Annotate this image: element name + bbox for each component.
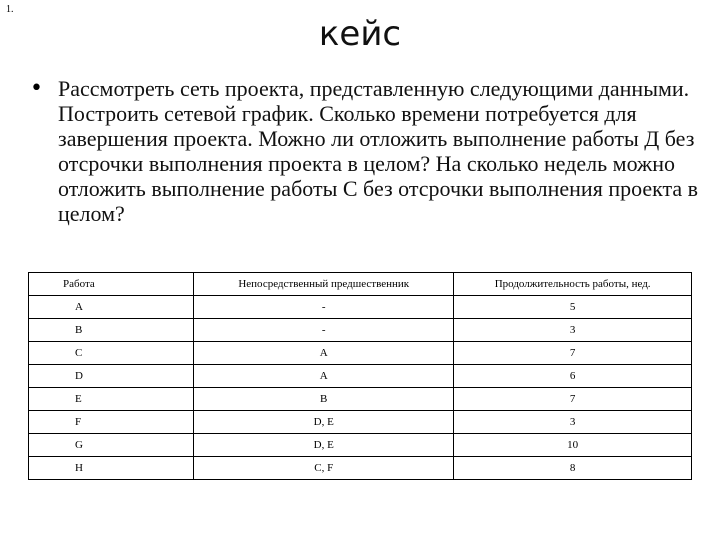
cell-predecessor: A: [194, 342, 454, 365]
bullet-marker: •: [30, 76, 43, 101]
table-row: [29, 319, 692, 342]
cell-duration: 7: [454, 342, 692, 365]
table-row: [29, 411, 692, 434]
cell-work: G: [29, 434, 194, 457]
cell-duration: 3: [454, 411, 692, 434]
cell-duration: 8: [454, 457, 692, 480]
table-row: [29, 365, 692, 388]
cell-predecessor: -: [194, 319, 454, 342]
table-row: [29, 434, 692, 457]
cell-predecessor: A: [194, 365, 454, 388]
header-predecessor: Непосредственный предшественник: [194, 273, 454, 296]
cell-work: D: [29, 365, 194, 388]
table-header-row: [29, 273, 692, 296]
cell-predecessor: D, E: [194, 434, 454, 457]
data-table: [28, 272, 692, 480]
cell-work: E: [29, 388, 194, 411]
cell-work: C: [29, 342, 194, 365]
cell-duration: 6: [454, 365, 692, 388]
cell-duration: 5: [454, 296, 692, 319]
cell-work: B: [29, 319, 194, 342]
cell-predecessor: D, E: [194, 411, 454, 434]
cell-predecessor: C, F: [194, 457, 454, 480]
table-row: [29, 296, 692, 319]
cell-duration: 7: [454, 388, 692, 411]
bullet-text: Рассмотреть сеть проекта, представленную следующими данными. Построить сетевой график. Сколько времени потребуется для завершения проекта. Можно ли отложить выполнение работы Д без отсрочки выполнения проекта в целом? На сколько недель можно отложить выполнение работы С без отсрочки выполнения проекта в целом?: [58, 76, 699, 226]
cell-work: H: [29, 457, 194, 480]
slide-number: 1.: [6, 4, 14, 15]
table-row: [29, 388, 692, 411]
cell-work: F: [29, 411, 194, 434]
cell-work: A: [29, 296, 194, 319]
cell-predecessor: -: [194, 296, 454, 319]
slide-title: кейс: [318, 14, 402, 54]
header-work: Работа: [29, 273, 194, 296]
cell-duration: 10: [454, 434, 692, 457]
bullet-item: [30, 76, 700, 226]
cell-duration: 3: [454, 319, 692, 342]
header-duration: Продолжительность работы, нед.: [454, 273, 692, 296]
table-row: [29, 457, 692, 480]
cell-predecessor: B: [194, 388, 454, 411]
table-row: [29, 342, 692, 365]
